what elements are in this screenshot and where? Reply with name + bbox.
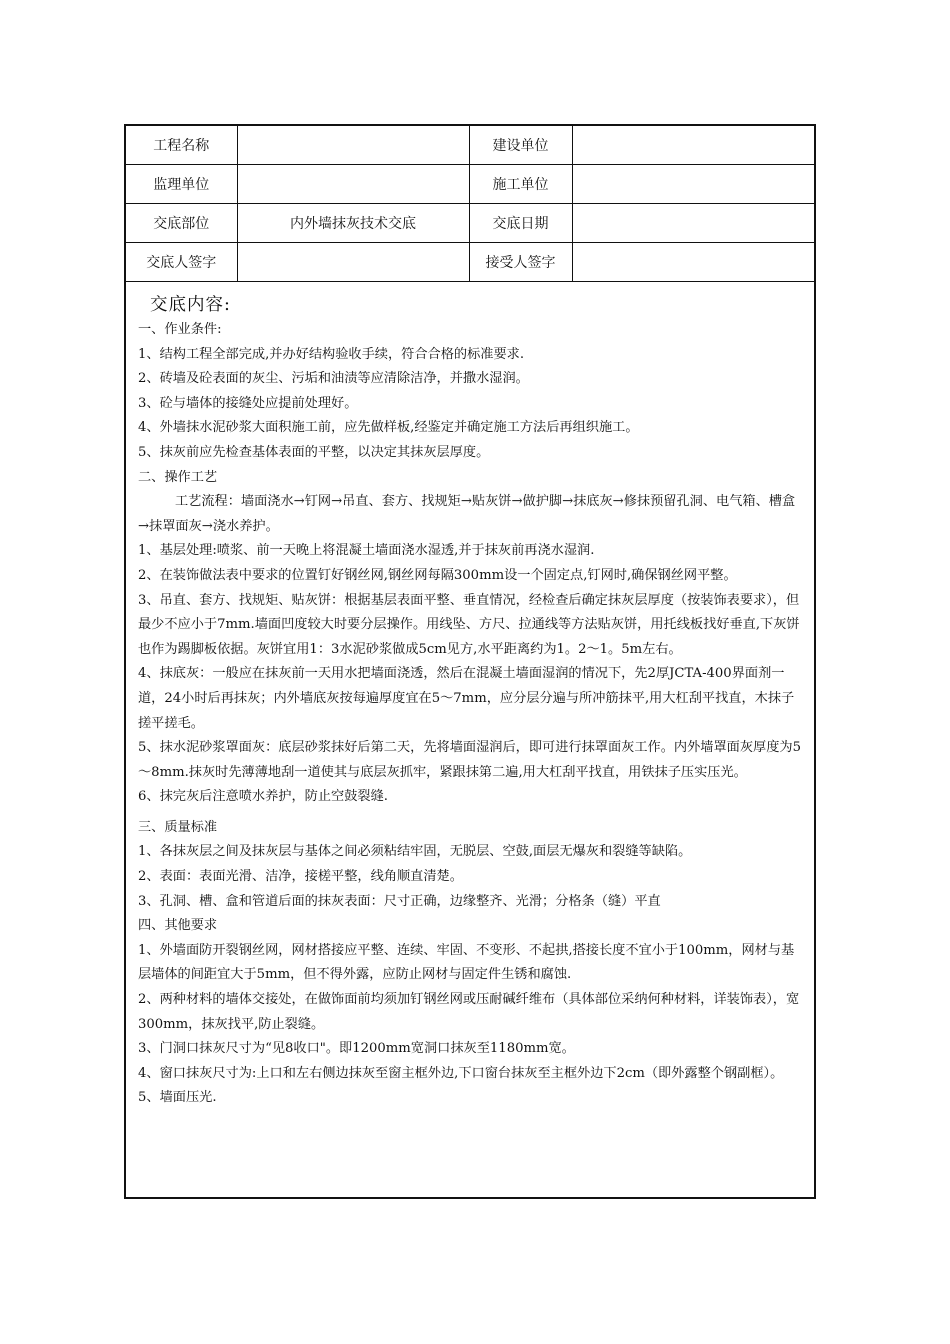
discloser-signature-label: 交底人签字: [126, 243, 237, 282]
section-heading: 一、作业条件:: [138, 322, 222, 337]
paragraph: 1、外墙面防开裂钢丝网，网材搭接应平整、连续、牢固、不变形、不起拱,搭接长度不宜小于100mm，网材与基层墙体的间距宜大于5mm，但不得外露，应防止网材与固定件生锈和腐蚀.: [138, 942, 795, 983]
paragraph: 1、结构工程全部完成,并办好结构验收手续，符合合格的标准要求.: [138, 346, 525, 362]
receiver-signature-value: [572, 243, 814, 282]
paragraph: 5、抹水泥砂浆罩面灰：底层砂浆抹好后第二天，先将墙面湿润后，即可进行抹罩面灰工作。内外墙罩面灰厚度为5～8mm.抹灰时先薄薄地刮一道使其与底层灰抓牢，紧跟抹第二遍,用大杠刮平找直，用铁抹子压实压光。: [138, 740, 801, 780]
supervision-unit-label: 监理单位: [126, 165, 237, 204]
supervision-unit-value: [237, 165, 469, 204]
paragraph: 工艺流程：墙面浇水→钉网→吊直、套方、找规矩→贴灰饼→做护脚→抹底灰→修抹预留孔洞、电气箱、槽盒→抹罩面灰→浇水养护。: [138, 494, 796, 534]
paragraph: 3、吊直、套方、找规矩、贴灰饼：根据基层表面平整、垂直情况，经检查后确定抹灰层厚度（按装饰表要求），但最少不应小于7mm.墙面凹度较大时要分层操作。用线坠、方尺、拉通线等方法贴灰饼，用托线板找好垂直,下灰饼也作为踢脚板依据。灰饼宜用1：3水泥砂浆做成5cm见方,水平距离约为1。2～1。5m左右。: [138, 592, 800, 657]
paragraph: 2、两种材料的墙体交接处，在做饰面前均须加钉钢丝网或压耐碱纤维布（具体部位采纳何种材料，详装饰表），宽300mm，抹灰找平,防止裂缝。: [138, 992, 800, 1032]
section-heading: 二、操作工艺: [138, 469, 218, 485]
construction-unit-value: [572, 126, 814, 165]
disclosure-content: [126, 282, 814, 1111]
contractor-unit-value: [572, 165, 814, 204]
project-name-label: 工程名称: [126, 126, 237, 165]
receiver-signature-label: 接受人签字: [469, 243, 572, 282]
paragraph: 2、砖墙及砼表面的灰尘、污垢和油渍等应清除洁净，并撒水湿润。: [138, 371, 529, 387]
paragraph: 3、砼与墙体的接缝处应提前处理好。: [138, 395, 358, 411]
paragraph: 5、抹灰前应先检查基体表面的平整，以决定其抹灰层厚度。: [138, 444, 490, 460]
discloser-signature-value: [237, 243, 469, 282]
paragraph: 6、抹完灰后注意喷水养护，防止空鼓裂缝.: [138, 789, 388, 805]
header-row: [126, 204, 814, 243]
paragraph: 3、孔洞、槽、盒和管道后面的抹灰表面：尺寸正确，边缘整齐、光滑；分格条（缝）平直: [138, 893, 661, 909]
contractor-unit-label: 施工单位: [469, 165, 572, 204]
header-table: [126, 126, 814, 282]
header-row: [126, 126, 814, 165]
paragraph: 5、墙面压光.: [138, 1090, 217, 1106]
paragraph: 4、外墙抹水泥砂浆大面积施工前，应先做样板,经鉴定并确定施工方法后再组织施工。: [138, 420, 639, 436]
header-row: [126, 243, 814, 282]
paragraph: 2、表面：表面光滑、洁净，接槎平整，线角顺直清楚。: [138, 869, 463, 885]
disclosure-part-value: 内外墙抹灰技术交底: [237, 204, 469, 243]
project-name-value: [237, 126, 469, 165]
paragraph: 1、基层处理:喷浆、前一天晚上将混凝土墙面浇水湿透,并于抹灰前再浇水湿润.: [138, 543, 595, 559]
header-row: [126, 165, 814, 204]
section-heading: 四、其他要求: [138, 918, 218, 934]
content-title: 交底内容:: [150, 295, 231, 315]
disclosure-form: [124, 124, 816, 1199]
paragraph: 4、窗口抹灰尺寸为:上口和左右侧边抹灰至窗主框外边,下口窗台抹灰至主框外边下2cm（即外露整个钢副框）。: [138, 1065, 784, 1081]
section-heading: 三、质量标准: [138, 819, 218, 835]
disclosure-date-value: [572, 204, 814, 243]
paragraph: 3、门洞口抹灰尺寸为“见8收口"。即1200mm宽洞口抹灰至1180mm宽。: [138, 1041, 575, 1057]
disclosure-date-label: 交底日期: [469, 204, 572, 243]
construction-unit-label: 建设单位: [469, 126, 572, 165]
paragraph: 1、各抹灰层之间及抹灰层与基体之间必须粘结牢固，无脱层、空鼓,面层无爆灰和裂缝等缺陷。: [138, 844, 692, 860]
paragraph: 4、抹底灰：一般应在抹灰前一天用水把墙面浇透，然后在混凝土墙面湿润的情况下，先2厚JCTA-400界面剂一道，24小时后再抹灰；内外墙底灰按每遍厚度宜在5～7mm，应分层分遍与所冲筋抹平,用大杠刮平找直，木抹子搓平搓毛。: [138, 666, 795, 731]
paragraph: 2、在装饰做法表中要求的位置钉好钢丝网,钢丝网每隔300mm设一个固定点,钉网时,确保钢丝网平整。: [138, 567, 737, 583]
disclosure-part-label: 交底部位: [126, 204, 237, 243]
